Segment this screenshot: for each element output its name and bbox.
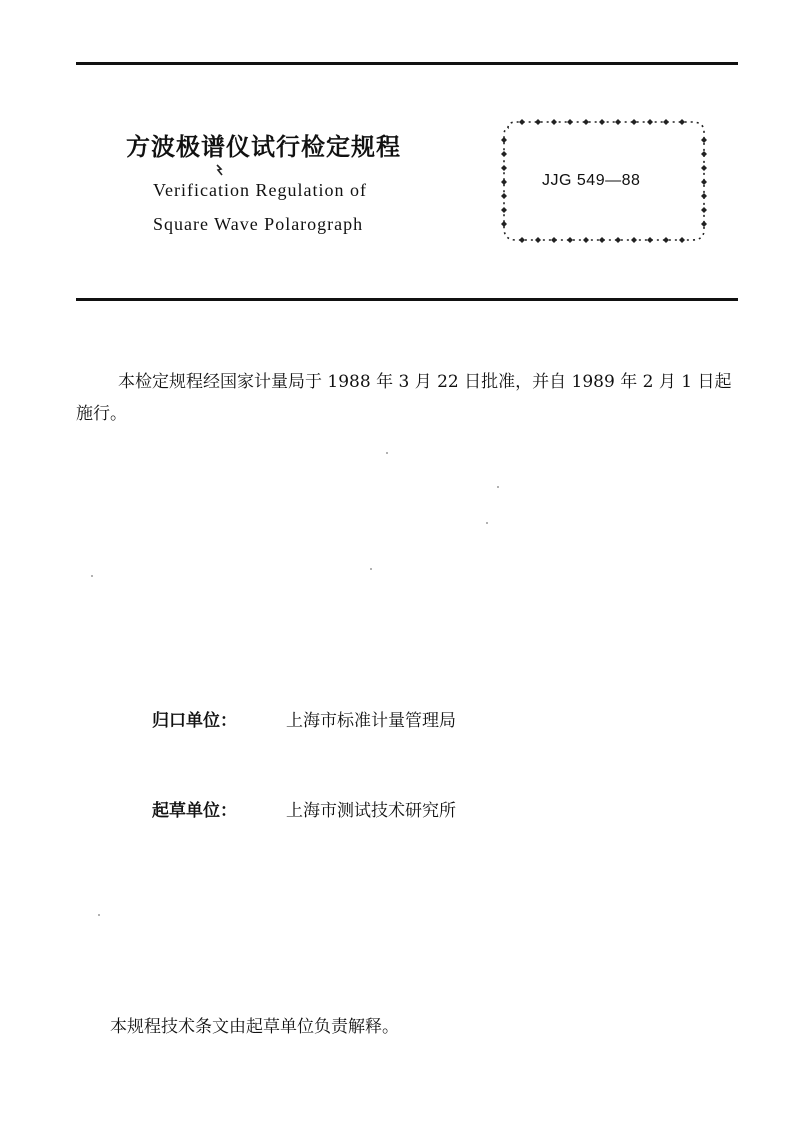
drafting-unit-label: 起草单位：	[152, 801, 237, 821]
top-rule	[76, 62, 738, 65]
scan-speck	[370, 568, 372, 570]
responsible-unit-label: 归口单位：	[152, 711, 237, 731]
border-diamond	[501, 137, 507, 143]
standard-code-frame	[498, 118, 710, 244]
border-diamond	[567, 237, 573, 243]
border-diamond	[701, 165, 707, 171]
border-diamond	[551, 237, 557, 243]
border-diamond	[551, 119, 557, 125]
drafting-unit-value: 上海市测试技术研究所	[286, 801, 456, 821]
border-diamond	[701, 221, 707, 227]
border-diamond	[631, 119, 637, 125]
border-diamond	[647, 119, 653, 125]
border-diamond	[615, 119, 621, 125]
border-diamond	[663, 119, 669, 125]
responsible-unit-row	[152, 706, 456, 731]
border-diamond	[663, 237, 669, 243]
standard-code: JJG 549—88	[542, 172, 641, 189]
border-diamond	[567, 119, 573, 125]
border-diamond	[615, 237, 621, 243]
title-english-line2: Square Wave Polarograph	[153, 214, 364, 234]
border-diamond	[631, 237, 637, 243]
scan-speck	[91, 575, 93, 577]
scan-speck	[98, 914, 100, 916]
title-chinese: 方波极谱仪试行检定规程	[126, 133, 401, 161]
border-diamond	[583, 119, 589, 125]
border-diamond	[599, 237, 605, 243]
approval-paragraph: 本检定规程经国家计量局于 1988 年 3 月 22 日批准，并自 1989 年 2 月 1 日起施行。	[76, 372, 732, 424]
ink-mark-icon	[216, 164, 224, 176]
scan-speck	[386, 452, 388, 454]
bottom-rule	[76, 298, 738, 301]
border-diamond	[701, 207, 707, 213]
border-diamond	[701, 137, 707, 143]
border-diamond	[701, 179, 707, 185]
border-diamond	[501, 193, 507, 199]
border-diamond	[599, 119, 605, 125]
responsible-unit-value: 上海市标准计量管理局	[286, 711, 456, 731]
border-diamond	[501, 179, 507, 185]
border-diamond	[701, 193, 707, 199]
scan-speck	[497, 486, 499, 488]
interpretation-note: 本规程技术条文由起草单位负责解释。	[110, 1017, 399, 1037]
scan-speck	[486, 522, 488, 524]
title-english-line1: Verification Regulation of	[153, 180, 367, 200]
border-diamond	[519, 237, 525, 243]
border-diamond	[679, 237, 685, 243]
border-diamond	[501, 151, 507, 157]
border-diamond	[501, 221, 507, 227]
border-diamond	[535, 119, 541, 125]
border-diamond	[701, 151, 707, 157]
border-diamond	[519, 119, 525, 125]
border-diamond	[679, 119, 685, 125]
border-diamond	[535, 237, 541, 243]
border-diamond	[583, 237, 589, 243]
border-diamond	[647, 237, 653, 243]
border-diamond	[501, 207, 507, 213]
border-diamond	[501, 165, 507, 171]
drafting-unit-row	[152, 796, 456, 821]
